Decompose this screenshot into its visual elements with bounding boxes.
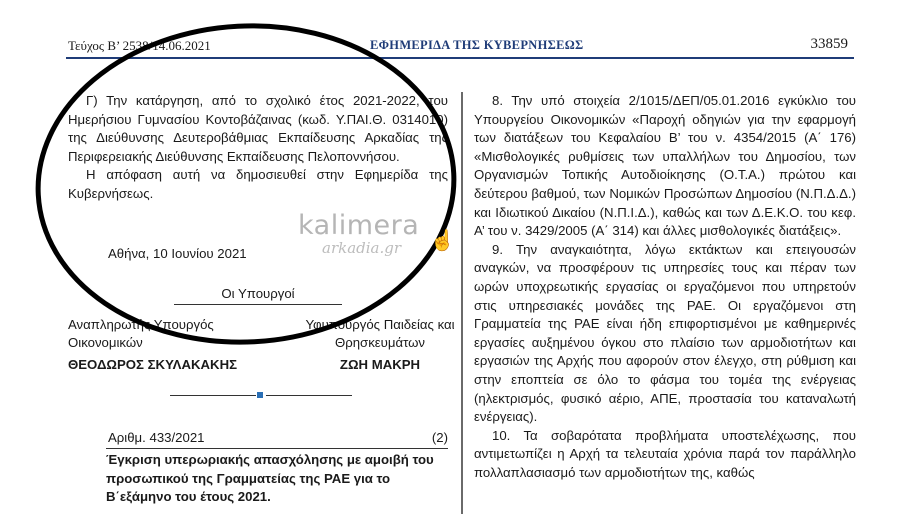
item-8: 8. Την υπό στοιχεία 2/1015/ΔΕΠ/05.01.2016 εγκύκλιο του Υπουργείου Οικονομικών «Παροχή οδηγιών για την εφαρμογή των διατάξεων του Κεφαλαίου Β’ του ν. 4354/2015 (Α΄ 176) «Μισθολογικές ρυθμίσεις των υπαλλήλων του Δημοσίου, των Οργανισμών Τοπικής Αυτοδιοίκησης (Ο.Τ.Α.) πρώτου και δεύτερου βαθμού, των Νομικών Προσώπων Δημοσίου (Ν.Π.Δ.Δ.) και Ιδιωτικού Δικαίου (Ν.Π.Ι.Δ.), καθώς και των Δ.Ε.Κ.Ο. του κεφ. Α’ του ν. 3429/2005 (Α΄ 314) και άλλες μισθολογικές διατάξεις». <box>474 93 856 239</box>
ministers-heading: Οι Υπουργοί <box>221 286 295 301</box>
section-separator-left <box>170 395 256 396</box>
right-column <box>474 92 856 482</box>
decision-index: (2) <box>431 430 448 445</box>
ministers-rule <box>174 304 342 305</box>
pointer-hand-icon: ☝ <box>430 230 455 252</box>
section-separator-mark <box>257 392 263 398</box>
column-divider <box>461 92 463 514</box>
watermark <box>298 210 455 257</box>
signatory-right-role: Υφυπουργός Παιδείας και Θρησκευμάτων <box>305 317 455 350</box>
page-number: 33859 <box>810 36 848 52</box>
signing-date: Αθήνα, 10 Ιουνίου 2021 <box>108 246 247 261</box>
decision-title: Έγκριση υπερωριακής απασχόλησης με αμοιβή του προσωπικού της Γραμματείας της ΡΑΕ για το Β΄εξάμηνο του έτους 2021. <box>106 452 434 505</box>
decision-number-line <box>108 430 448 445</box>
signatory-left-name: ΘΕΟΔΩΡΟΣ ΣΚΥΛΑΚΑΚΗΣ <box>68 357 238 372</box>
issue-label: Τεύχος Β’ 2538/14.06.2021 <box>68 38 211 53</box>
header-rule <box>66 57 854 59</box>
item-9: 9. Την αναγκαιότητα, λόγω εκτάκτων και επειγουσών αναγκών, να προσφέρουν τις υπηρεσίες τους και πέραν των ωρών υποχρεωτικής εργασίας οι εργαζόμενοι που υπηρετούν στις υπηρεσιακές μονάδες της ΡΑΕ. Οι εργαζόμενοι στη Γραμματεία της ΡΑΕ είναι ήδη επιφορτισμένοι με καθημερινές εργασίες αυξημένου όγκου στο πλαίσιο των αρμοδιοτήτων και εργασιών της Αρχής που αφορούν στον έλεγχο, στη ρύθμιση και στην εποπτεία σε όλο το φάσμα του τομέα της ενέργειας (ηλεκτρισμός, φυσικό αέριο, ΑΠΕ, προστασία του καταναλωτή ενέργειας). <box>474 241 856 425</box>
gazette-title: ΕΦΗΜΕΡΙΔΑ ΤΗΣ ΚΥΒΕΡΝΗΣΕΩΣ <box>370 38 584 52</box>
signatory-right-name: ΖΩΗ ΜΑΚΡΗ <box>339 357 421 372</box>
signatory-left-role: Αναπληρωτής Υπουργός Οικονομικών <box>68 317 214 350</box>
watermark-main: kalimera <box>298 210 420 241</box>
paragraph-g: Γ) Την κατάργηση, από το σχολικό έτος 2021-2022, του Ημερήσιου Γυμνασίου Κοντοβάζαινας (κωδ. Υ.ΠΑΙ.Θ. 0314010) της Διεύθυνσης Δευτεροβάθμιας Εκπαίδευσης Αρκαδίας της Περιφερειακής Διεύθυνσης Εκπαίδευσης Πελοποννήσου. <box>68 93 448 164</box>
decision-rule <box>106 448 448 449</box>
left-column <box>68 92 448 204</box>
signatory-left <box>68 316 288 374</box>
section-separator-right <box>266 395 352 396</box>
decision-number: Αριθμ. 433/2021 <box>108 430 205 445</box>
item-10: 10. Τα σοβαρότατα προβλήματα υποστελέχωσης, που αντιμετωπίζει η Αρχή τα τελευταία χρόνια παρά τον παράλληλο πολλαπλασιασμό των αρμοδιοτήτων της, καθώς <box>474 427 856 480</box>
signatory-right <box>300 316 460 374</box>
publication-paragraph: Η απόφαση αυτή να δημοσιευθεί στην Εφημερίδα της Κυβερνήσεως. <box>68 167 448 201</box>
watermark-sub: arkadia.gr <box>322 239 402 257</box>
